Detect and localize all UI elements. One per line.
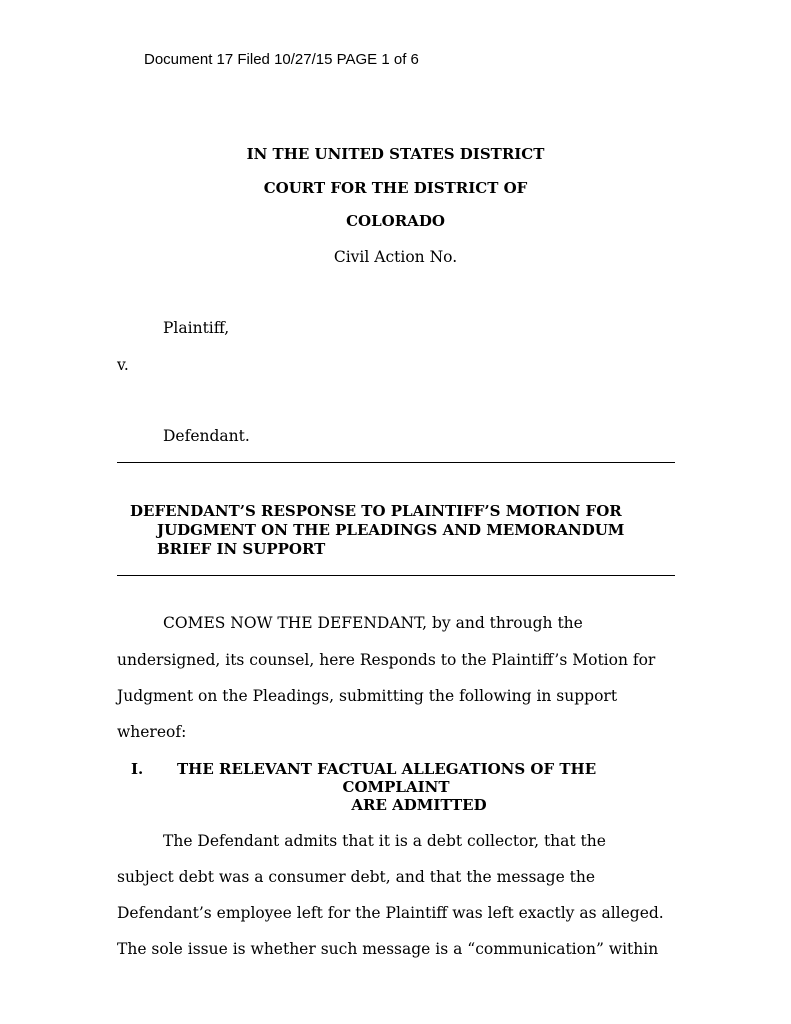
court-name-line-1: IN THE UNITED STATES DISTRICT (246, 145, 545, 163)
section-heading-line-2: COMPLAINT (342, 778, 450, 796)
section1-line-2: subject debt was a consumer debt, and that the message the (117, 868, 596, 886)
section-number: I. (131, 760, 144, 778)
document-title (130, 502, 670, 559)
intro-line-4: whereof: (117, 723, 187, 741)
title-line-2: JUDGMENT ON THE PLEADINGS AND MEMORANDUM (157, 521, 625, 539)
section1-line-4: The sole issue is whether such message is a “communication” within (117, 940, 659, 958)
court-name-line-2: COURT FOR THE DISTRICT OF (263, 179, 528, 197)
versus-label: v. (117, 356, 129, 374)
filing-stamp: Document 17 Filed 10/27/15 PAGE 1 of 6 (144, 51, 419, 68)
section1-line-1: The Defendant admits that it is a debt collector, that the (163, 832, 606, 850)
section-heading-line-1: THE RELEVANT FACTUAL ALLEGATIONS OF THE (177, 760, 597, 778)
civil-action-number: Civil Action No. (333, 248, 458, 266)
divider-top (117, 462, 675, 463)
section-heading-line-3: ARE ADMITTED (351, 796, 487, 814)
intro-line-3: Judgment on the Pleadings, submitting the following in support (117, 687, 618, 705)
intro-line-2: undersigned, its counsel, here Responds to the Plaintiff’s Motion for (117, 651, 656, 669)
divider-bottom (117, 575, 675, 576)
section1-line-3: Defendant’s employee left for the Plaintiff was left exactly as alleged. (117, 904, 664, 922)
plaintiff-label: Plaintiff, (163, 319, 230, 337)
intro-line-1: COMES NOW THE DEFENDANT, by and through the (163, 614, 583, 632)
title-line-1: DEFENDANT’S RESPONSE TO PLAINTIFF’S MOTION FOR (130, 502, 622, 520)
title-line-3: BRIEF IN SUPPORT (157, 540, 326, 558)
defendant-label: Defendant. (163, 427, 250, 445)
court-name-line-3: COLORADO (346, 212, 445, 230)
